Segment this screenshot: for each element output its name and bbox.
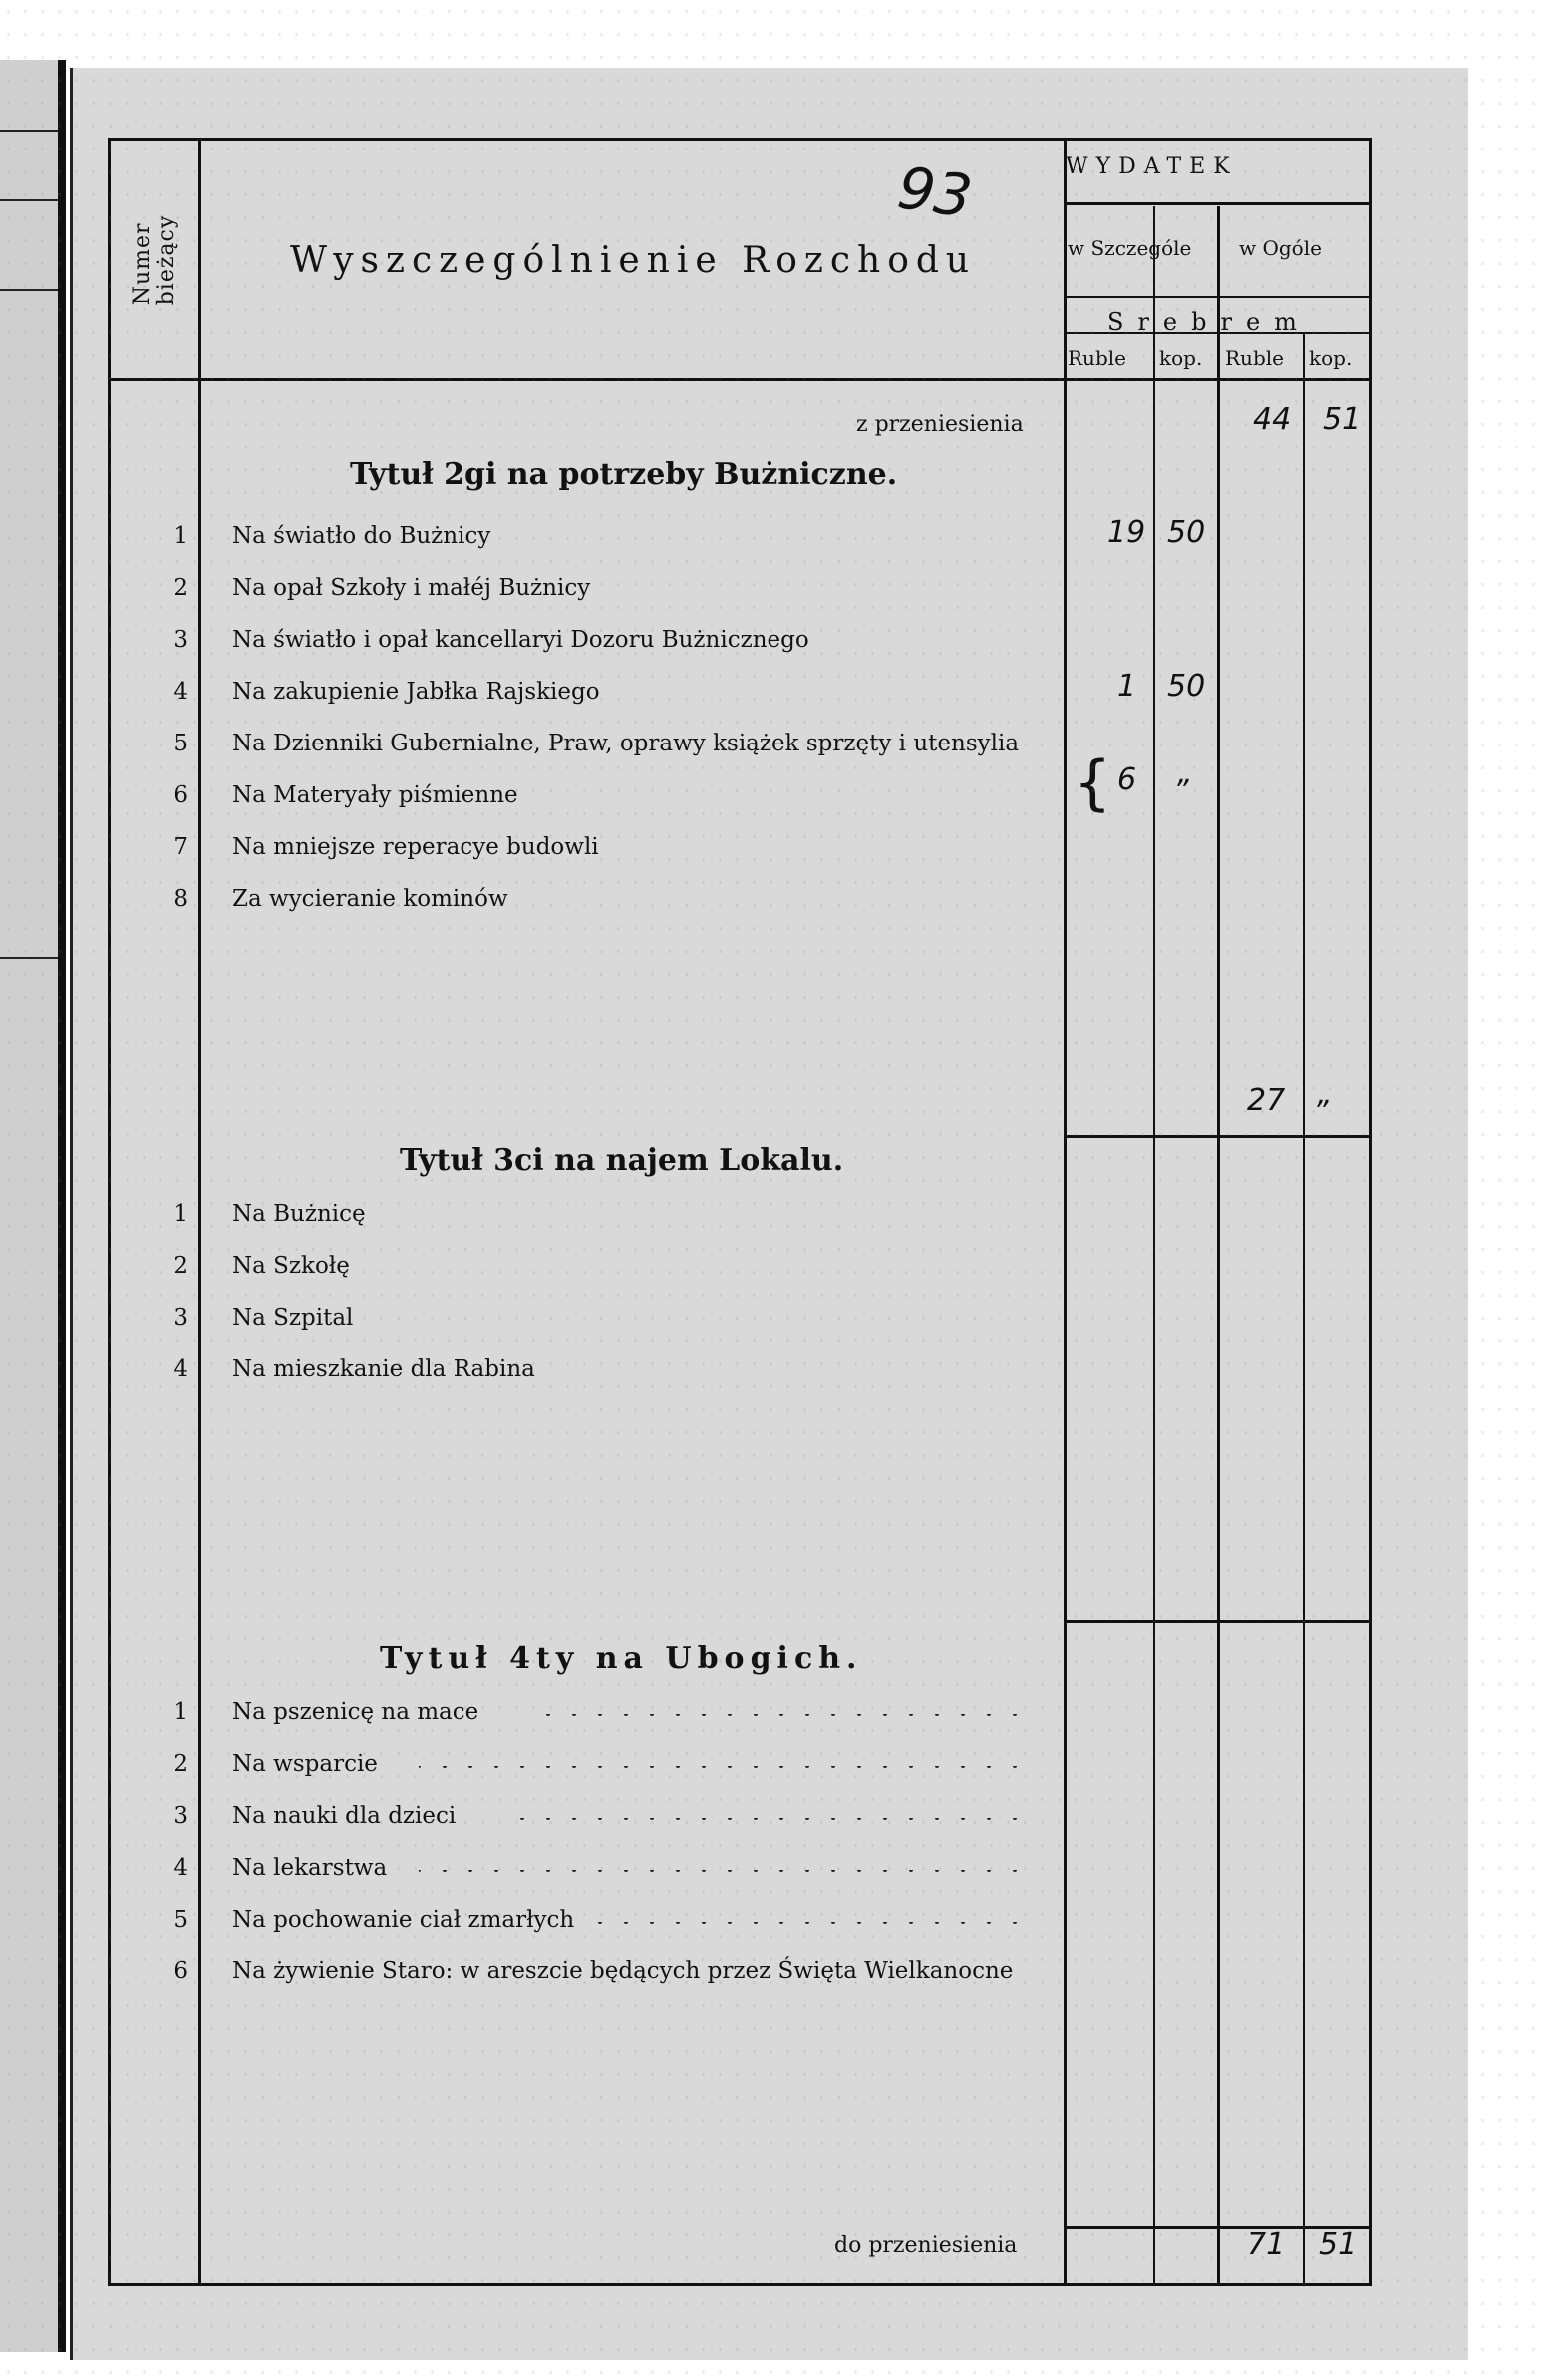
row-label: Na Bużnicę [232, 1201, 366, 1227]
row-rubles: 19 [1107, 515, 1146, 550]
row-number: 5 [173, 731, 188, 756]
row-number: 5 [173, 1907, 188, 1933]
row-label: Na mniejsze reperacye budowli [232, 834, 599, 860]
row-label: Na pochowanie ciał zmarłych [232, 1907, 575, 1933]
row-kop: 50 [1167, 669, 1206, 704]
row-kop: 50 [1167, 515, 1206, 550]
section-title-4: Tytuł 4ty na Ubogich. [380, 1641, 863, 1676]
kopecks-header-detail: kop. [1159, 346, 1203, 370]
row-rubles: 6 [1117, 762, 1137, 797]
section-2-total-rubles: 27 [1247, 1083, 1286, 1118]
detail-header: w Szczególe [1068, 236, 1192, 260]
section-title-3: Tytuł 3ci na najem Lokalu. [400, 1143, 844, 1178]
row-number: 3 [173, 627, 188, 653]
section-2-total-kop: ” [1313, 1095, 1329, 1130]
rubles-header-total: Ruble [1225, 346, 1284, 370]
row-number: 4 [173, 679, 188, 705]
rubles-header-detail: Ruble [1068, 346, 1126, 370]
column-number-header [111, 141, 198, 378]
row-label: Na Szkołę [232, 1253, 350, 1279]
row-number: 4 [173, 1356, 188, 1382]
row-number: 1 [173, 523, 188, 549]
row-label: Na Dzienniki Gubernialne, Praw, oprawy książek sprzęty i utensylia [232, 731, 1020, 756]
carry-out-kop: 51 [1319, 2228, 1358, 2262]
row-label: Na Szpital [232, 1305, 354, 1331]
row-number: 8 [173, 886, 188, 912]
kopecks-header-total: kop. [1309, 346, 1353, 370]
row-number: 6 [173, 782, 188, 808]
row-kop: ” [1173, 774, 1189, 809]
row-label: Na opał Szkoły i małéj Bużnicy [232, 575, 591, 601]
carry-in-kop: 51 [1323, 402, 1362, 437]
row-label: Na pszenicę na mace [232, 1699, 479, 1725]
row-label: Na światło do Bużnicy [232, 523, 491, 549]
row-label: Na lekarstwa [232, 1855, 388, 1881]
row-rubles: 1 [1117, 669, 1137, 704]
column-number-label: Numer bieżący [130, 214, 179, 306]
row-number: 7 [173, 834, 188, 860]
section-title-2: Tytuł 2gi na potrzeby Bużniczne. [350, 457, 898, 492]
row-label: Na zakupienie Jabłka Rajskiego [232, 679, 600, 705]
row-label: Na wsparcie [232, 1751, 378, 1777]
row-number: 2 [173, 1253, 188, 1279]
row-label: Na żywienie Staro: w areszcie będących przez Święta Wielkanocne [232, 1958, 1014, 1984]
row-number: 6 [173, 1958, 188, 1984]
carry-in-rubles: 44 [1253, 402, 1292, 437]
row-label: Na nauki dla dzieci [232, 1803, 457, 1829]
adjacent-page-edge [0, 60, 66, 2352]
row-number: 3 [173, 1305, 188, 1331]
row-number: 2 [173, 575, 188, 601]
brace-mark: { [1074, 748, 1112, 818]
row-number: 3 [173, 1803, 188, 1829]
row-number: 2 [173, 1751, 188, 1777]
row-label: Na mieszkanie dla Rabina [232, 1356, 535, 1382]
row-number: 1 [173, 1699, 188, 1725]
row-label: Za wycieranie kominów [232, 886, 508, 912]
row-label: Na Materyały piśmienne [232, 782, 518, 808]
handwritten-page-number: 93 [893, 153, 977, 231]
ledger-table [108, 138, 1372, 2286]
expense-header: WYDATEK [1066, 154, 1238, 179]
row-label: Na światło i opał kancellaryi Dozoru Bużnicznego [232, 627, 809, 653]
page-title: Wyszczególnienie Rozchodu [290, 240, 977, 281]
row-number: 4 [173, 1855, 188, 1881]
carry-out-label: do przeniesienia [834, 2233, 1018, 2258]
total-header: w Ogóle [1239, 236, 1322, 260]
carry-out-rubles: 71 [1247, 2228, 1286, 2262]
row-number: 1 [173, 1201, 188, 1227]
currency-header: Srebrem [1107, 308, 1311, 336]
carry-in-label: z przeniesienia [856, 412, 1024, 437]
